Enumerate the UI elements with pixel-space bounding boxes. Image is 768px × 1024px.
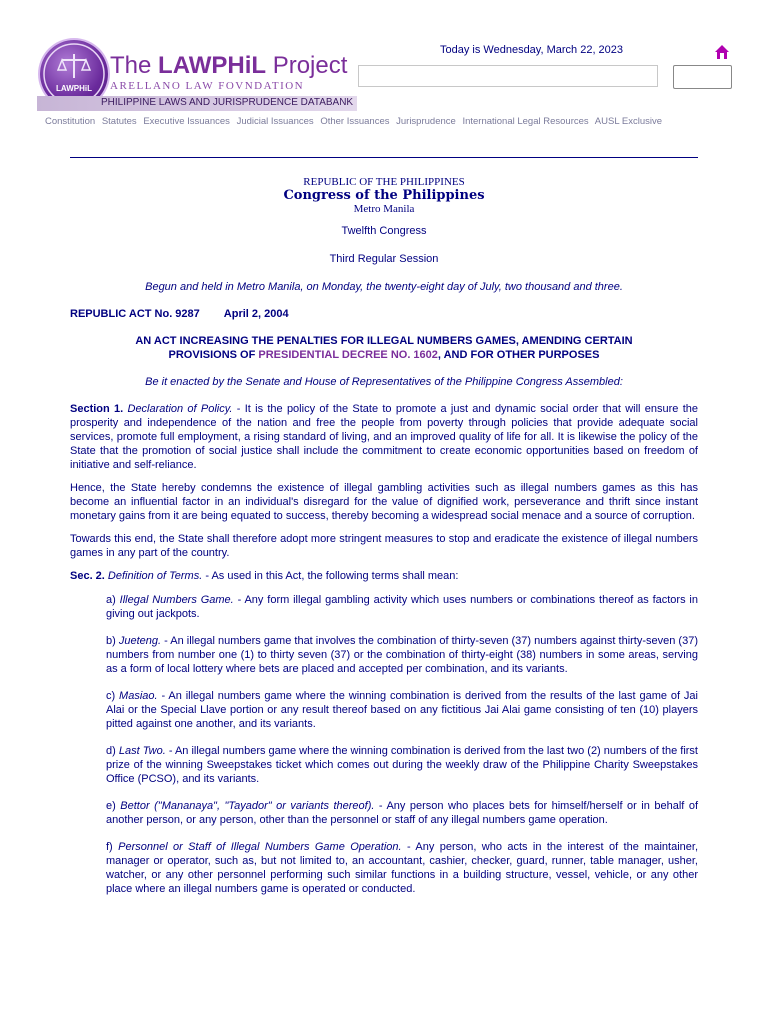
search-input[interactable] — [358, 65, 658, 87]
act-title-part-2: , AND FOR OTHER PURPOSES — [437, 349, 600, 361]
tagline: PHILIPPINE LAWS AND JURISPRUDENCE DATABANK — [101, 97, 354, 108]
act-date: April 2, 2004 — [223, 308, 289, 320]
section-2-number: Sec. 2. — [70, 570, 105, 582]
definition-text: - Any person, who acts in the interest of the maintainer, manager or operator, such as, but not limited to, an accountant, cashier, checker, guard, runner, table manager, usher, watcher, or any other personnel performing such similar functions in a building structure, vessel, vehicle, or any other place where an illegal numbers game is operated or conducted. — [106, 841, 698, 895]
session-label: Third Regular Session — [329, 253, 439, 265]
definition-text: - An illegal numbers game where the winning combination is derived from the results of the last game of Jai Alai or the Special Llave portion or any result thereof based on any fictitious Jai Alai game consisting of ten (10) players pitted against one another, and its variants. — [106, 690, 698, 730]
nav-international-legal-resources[interactable]: International Legal Resources — [462, 116, 589, 127]
paragraph-hence: Hence, the State hereby condemns the existence of illegal gambling activities such as illegal numbers games as this has become an influential factor in an individual's disregard for the value of dignified work, perseverance and thrift since instant monetary gains from it are being equated to success, thereby becoming a widespread social menace and a source of corruption. — [70, 482, 698, 522]
presidential-decree-link[interactable]: PRESIDENTIAL DECREE NO. 1602 — [258, 349, 438, 361]
definition-d — [70, 744, 698, 786]
definition-text: - An illegal numbers game where the winning combination is derived from the last two (2) numbers of the first prize of the winning Sweepstakes ticket which comes out during the weekly draw of the Philippine Charity Sweepstakes Office (PCSO), and its variants. — [106, 745, 698, 785]
definition-f — [70, 840, 698, 896]
congress-number: Twelfth Congress — [341, 225, 427, 237]
begun-statement: Begun and held in Metro Manila, on Monday, the twenty-eight day of July, two thousand and three. — [145, 281, 623, 293]
nav-constitution[interactable]: Constitution — [45, 116, 96, 127]
section-1 — [70, 402, 698, 472]
act-number: REPUBLIC ACT No. 9287 — [70, 308, 200, 320]
definition-c — [70, 689, 698, 731]
definition-term: Personnel or Staff of Illegal Numbers Game Operation. — [118, 841, 402, 853]
site-title-post: Project — [266, 52, 348, 79]
site-header — [0, 0, 768, 160]
nav-jurisprudence[interactable]: Jurisprudence — [396, 116, 456, 127]
definition-term: Last Two. — [118, 745, 166, 757]
section-1-number: Section 1. — [70, 403, 124, 415]
section-1-text: - It is the policy of the State to promote a just and dynamic social order that will ensure the prosperity and independence of the nation and free the people from poverty through policies that provide adequate social services, promote full employment, a rising standard of living, and an improved quality of life for all. It is likewise the policy of the State that the promotion of social justice shall include the commitment to create economic opportunities based on freedom of initiative and self-reliance. — [70, 403, 698, 471]
definition-term: Jueteng. — [118, 635, 162, 647]
main-nav — [45, 116, 666, 127]
home-icon[interactable] — [713, 43, 731, 61]
tagline-bar — [37, 96, 357, 111]
nav-ausl-exclusive[interactable]: AUSL Exclusive — [594, 116, 663, 127]
today-date: Today is Wednesday, March 22, 2023 — [440, 44, 624, 56]
definition-a — [70, 593, 698, 621]
definition-letter: f) — [106, 841, 119, 853]
section-1-title: Declaration of Policy. — [127, 403, 233, 415]
act-title-part-1: AN ACT INCREASING THE PENALTIES FOR ILLEGAL NUMBERS GAMES, AMENDING CERTAIN PROVISIONS OF — [135, 335, 633, 361]
section-2-title: Definition of Terms. — [107, 570, 203, 582]
definition-letter: e) — [106, 800, 121, 812]
nav-judicial-issuances[interactable]: Judicial Issuances — [236, 116, 314, 127]
definition-letter: a) — [106, 594, 120, 606]
definition-e — [70, 799, 698, 827]
site-title[interactable] — [110, 52, 347, 80]
definition-term: Bettor ("Mananaya", "Tayador" or variants thereof). — [120, 800, 375, 812]
definition-letter: b) — [106, 635, 119, 647]
definition-text: - Any person who places bets for himself/herself or in behalf of another person, or any person, other than the personnel or staff of any illegal numbers game operation. — [106, 800, 698, 826]
site-subtitle: ARELLANO LAW FOVNDATION — [110, 80, 305, 92]
act-number-line — [70, 307, 698, 321]
section-2-text: - As used in this Act, the following terms shall mean: — [202, 570, 459, 582]
enacting-clause: Be it enacted by the Senate and House of Representatives of the Philippine Congress Assembled: — [145, 376, 623, 388]
definition-b — [70, 634, 698, 676]
document-body — [70, 176, 698, 896]
republic-heading: REPUBLIC OF THE PHILIPPINES — [303, 176, 465, 188]
nav-statutes[interactable]: Statutes — [101, 116, 137, 127]
definition-letter: c) — [106, 690, 120, 702]
site-title-bold: LAWPHiL — [158, 52, 267, 79]
city-heading: Metro Manila — [353, 203, 415, 215]
search-button[interactable] — [673, 65, 732, 89]
section-2 — [70, 569, 698, 583]
paragraph-towards: Towards this end, the State shall therefore adopt more stringent measures to stop and eradicate the existence of illegal numbers games in any part of the country. — [70, 533, 698, 559]
congress-heading: Congress of the Philippines — [283, 188, 485, 203]
definition-term: Masiao. — [119, 690, 158, 702]
nav-executive-issuances[interactable]: Executive Issuances — [143, 116, 230, 127]
act-title — [70, 334, 698, 362]
header-divider — [70, 157, 698, 158]
definition-letter: d) — [106, 745, 119, 757]
definition-text: - An illegal numbers game that involves the combination of thirty-seven (37) numbers against thirty-seven (37) numbers from number one (1) to thirty seven (37) or the combination of thirty-eight (38) numbers in some areas, serving as a form of local lottery where bets are placed and accepted per combination, and its variants. — [106, 635, 698, 675]
nav-other-issuances[interactable]: Other Issuances — [320, 116, 390, 127]
definition-text: - Any form illegal gambling activity which uses numbers or combinations thereof as factors in giving out jackpots. — [106, 594, 698, 620]
definition-term: Illegal Numbers Game. — [119, 594, 234, 606]
seal-label: LAWPHiL — [56, 84, 92, 93]
site-title-pre: The — [110, 52, 159, 79]
